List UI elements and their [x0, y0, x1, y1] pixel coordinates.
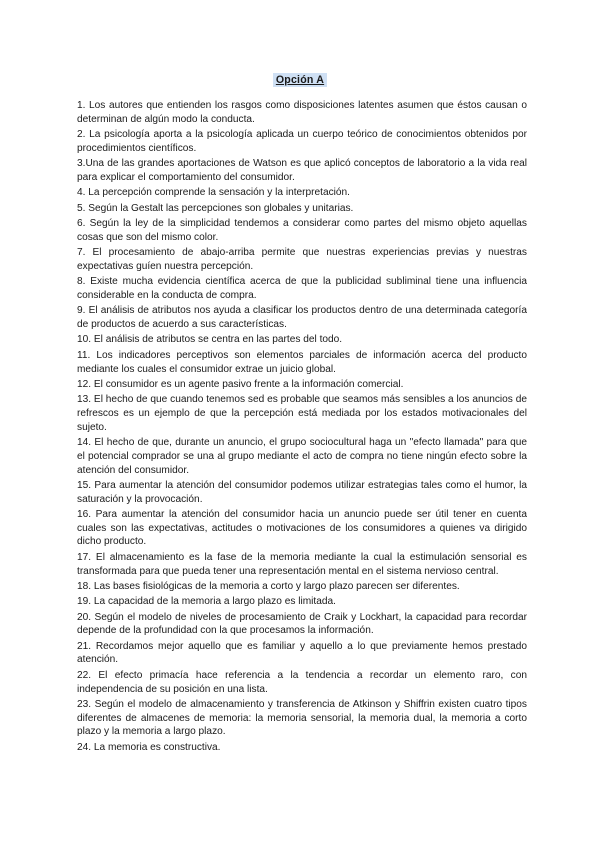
statement-item: 8. Existe mucha evidencia científica acerca de que la publicidad subliminal tiene una influencia considerable en la conducta de compra.: [77, 276, 527, 301]
statement-item: 17. El almacenamiento es la fase de la memoria mediante la cual la estimulación sensorial es transformada para que pueda tener una representación mental en el sistema nervioso central.: [77, 551, 527, 577]
page-title: Opción A: [273, 73, 327, 87]
statement-item: 21. Recordamos mejor aquello que es familiar y aquello a lo que previamente hemos prestado atención.: [77, 640, 527, 666]
statement-item: 16. Para aumentar la atención del consumidor hacia un anuncio puede ser útil tener en cuenta cuales son las expectativas, actitudes o motivaciones de los consumidores a quienes va dirigido dicho producto.: [77, 509, 527, 548]
statement-item: 23. Según el modelo de almacenamiento y transferencia de Atkinson y Shiffrin existen cuatro tipos diferentes de almacenes de memoria: la memoria sensorial, la memoria dual, la memoria a corto plazo y la memoria a largo plazo.: [77, 698, 527, 738]
statement-item: 3.Una de las grandes aportaciones de Watson es que aplicó conceptos de laboratorio a la vida real para explicar el comportamiento del consumidor.: [77, 158, 527, 183]
statement-item: 11. Los indicadores perceptivos son elementos parciales de información acerca del producto mediante los cuales el consumidor extrae un juicio global.: [77, 349, 527, 375]
statement-item: 22. El efecto primacía hace referencia a la tendencia a recordar un elemento raro, con independencia de su posición en una lista.: [77, 669, 527, 695]
statement-list: [77, 99, 527, 756]
title-container: [0, 70, 600, 88]
statement-item: 24. La memoria es constructiva.: [77, 741, 221, 753]
statement-item: 1. Los autores que entienden los rasgos como disposiciones latentes asumen que éstos causan o determinan de algún modo la conducta.: [77, 100, 527, 125]
statement-item: 12. El consumidor es un agente pasivo frente a la información comercial.: [77, 378, 404, 390]
statement-item: 14. El hecho de que, durante un anuncio, el grupo sociocultural haga un "efecto llamada" para que el potencial comprador se una al grupo mediante el acto de compra no tiene ningún efecto sobre la atención del consumidor.: [77, 437, 527, 476]
statement-item: 13. El hecho de que cuando tenemos sed es probable que seamos más sensibles a los anuncios de refrescos es un ejemplo de que la percepción está mediada por los estados motivacionales del sujeto.: [77, 394, 527, 433]
statement-item: 20. Según el modelo de niveles de procesamiento de Craik y Lockhart, la capacidad para recordar depende de la profundidad con la que procesamos la información.: [77, 611, 527, 637]
statement-item: 18. Las bases fisiológicas de la memoria a corto y largo plazo parecen ser diferentes.: [77, 580, 460, 592]
statement-item: 10. El análisis de atributos se centra en las partes del todo.: [77, 334, 343, 346]
statement-item: 6. Según la ley de la simplicidad tendemos a considerar como partes del mismo objeto aquellas cosas que son del mismo color.: [77, 218, 527, 243]
statement-item: 9. El análisis de atributos nos ayuda a clasificar los productos dentro de una determinada categoría de productos de acuerdo a sus características.: [77, 305, 527, 331]
statement-item: 15. Para aumentar la atención del consumidor podemos utilizar estrategias tales como el humor, la saturación y la provocación.: [77, 479, 527, 505]
statement-item: 2. La psicología aporta a la psicología aplicada un cuerpo teórico de conocimientos obtenidos por procedimientos científicos.: [77, 129, 527, 154]
statement-item: 7. El procesamiento de abajo-arriba permite que nuestras experiencias previas y nuestras expectativas guíen nuestra percepción.: [77, 247, 527, 272]
statement-item: 19. La capacidad de la memoria a largo plazo es limitada.: [77, 596, 336, 608]
statement-item: 5. Según la Gestalt las percepciones son globales y unitarias.: [77, 202, 354, 214]
statement-item: 4. La percepción comprende la sensación y la interpretación.: [77, 187, 350, 199]
